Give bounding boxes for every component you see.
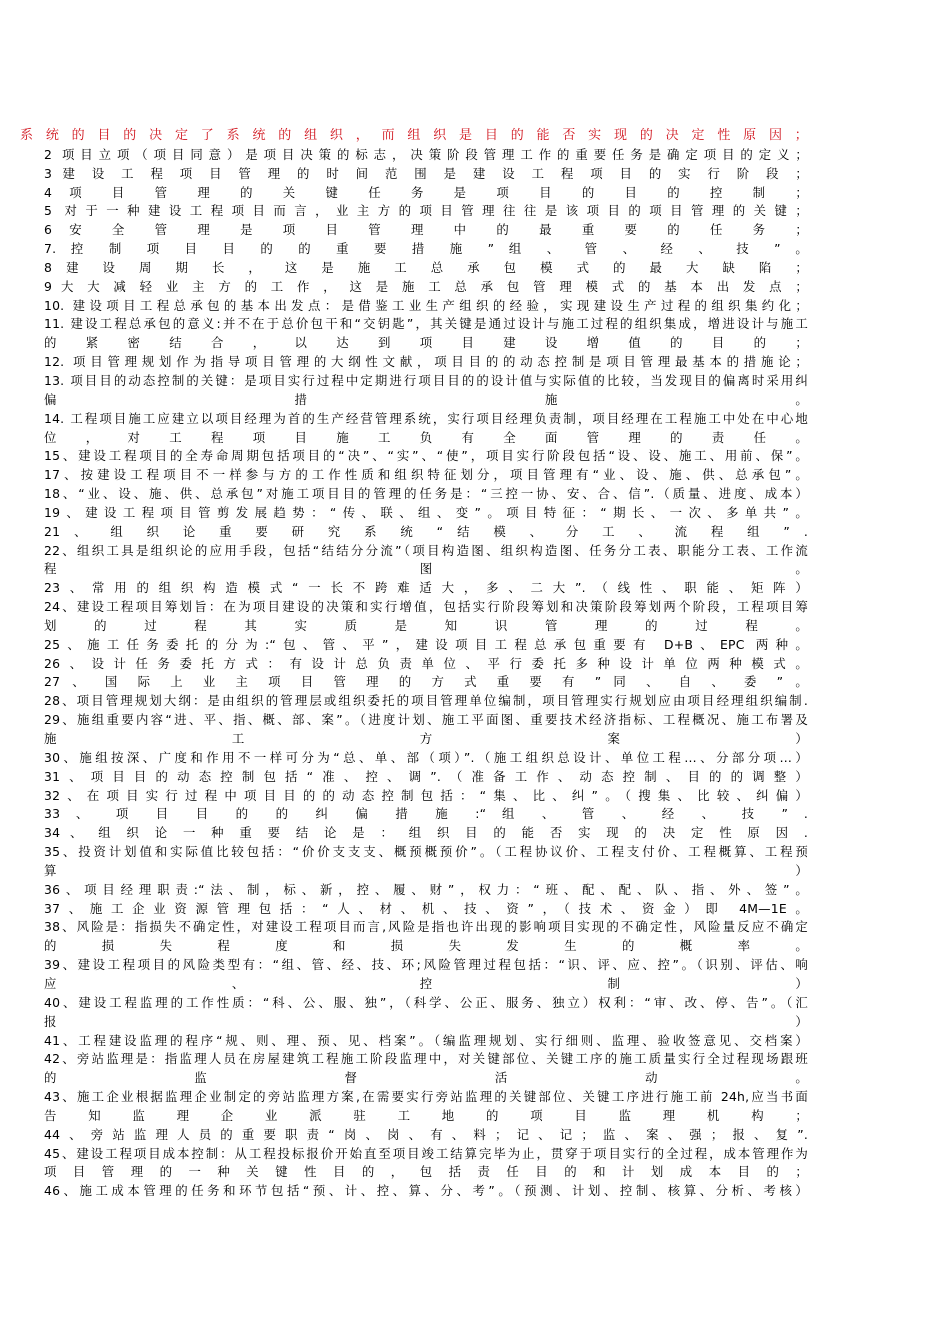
text-line: 偏 措 施 。 bbox=[44, 391, 808, 407]
text-line: 应 、 控 制 ） bbox=[44, 975, 808, 991]
text-line: 28、项目管理规划大纲：是由组织的管理层或组织委托的项目管理单位编制，项目管理实行规划应由项目经理组织编制. bbox=[44, 693, 808, 709]
text-line: 6 安 全 管 理 是 项 目 管 理 中 的 最 重 要 的 任 务 ； bbox=[44, 222, 808, 238]
text-line: 施 工 方 案 ） bbox=[44, 731, 808, 746]
text-line: 35、投资计划值和实际值比较包括：“价价支支支、概预概预价”。（工程协议价、工程支付价、工程概算、工程预 bbox=[44, 844, 808, 860]
text-line: 29、施组重要内容“进、平、指、概、部、案”。（进度计划、施工平面图、重要技术经济指标、工程概况、施工布署及 bbox=[44, 712, 808, 728]
text-line: 41、工程建设监理的程序“规、则、理、预、见、档案”。（编监理规划、实行细则、监理、验收签意见、交档案） bbox=[44, 1032, 808, 1048]
text-line: 44、旁站监理人员的重要职责“岗、岗、有、料；记、记；监、案、强；报、复”. bbox=[44, 1126, 808, 1142]
text-line: 5 对于一种建设工程项目而言，业主方的项目管理往往是该项目的项目管理的关键； bbox=[44, 203, 808, 219]
text-line: 21 、 组 织 论 重 要 研 究 系 统 “ 结 模 、 分 工 、 流 程 组 ” . bbox=[44, 523, 808, 539]
text-line: 46、施工成本管理的任务和环节包括“预、计、控、算、分、考”。（预测、计划、控制、核算、分析、考核） bbox=[44, 1183, 808, 1199]
text-line: 27 、 国 际 上 业 主 项 目 管 理 的 方 式 重 要 有 ” 同 、 自 、 委 ” 。 bbox=[44, 674, 808, 690]
text-line: 算 ） bbox=[44, 862, 808, 878]
text-line: 26、设计任务委托方式：有设计总负责单位、平行委托多种设计单位两种模式。 bbox=[44, 655, 808, 671]
text-line: 的 损 失 程 度 和 损 失 发 生 的 概 率 。 bbox=[44, 938, 808, 954]
text-line: 39、建设工程项目的风险类型有：“组、管、经、技、环;风险管理过程包括：“识、评、应、控”。（识别、评估、响 bbox=[44, 957, 808, 973]
text-line: 15、建设工程项目的全寿命周期包括项目的“决”、“实”、“使”，项目实行阶段包括“设、设、施工、用前、保”。 bbox=[44, 448, 808, 464]
text-line: 30、施组按深、广度和作用不一样可分为“总、单、部（项）”.（施工组织总设计、单位工程…、分部分项…） bbox=[44, 749, 808, 765]
text-line: 项 目 管 理 的 一 种 关 键 性 目 的 ， 包 括 责 任 目 的 和 计 划 成 本 目 的 ； bbox=[44, 1164, 808, 1180]
text-line: 31、项目目的动态控制包括“准、控、调”.（准备工作、动态控制、目的的调整） bbox=[44, 768, 808, 784]
text-line: 32、在项目实行过程中项目目的的动态控制包括：“集、比、纠”。（搜集、比较、纠偏） bbox=[44, 787, 808, 803]
text-line: 7. 控 制 项 目 目 的 的 重 要 措 施 ” 组 、 管 、 经 、 技 ” 。 bbox=[44, 241, 808, 257]
text-line: 13. 项目目的动态控制的关键：是项目实行过程中定期进行项目目的的设计值与实际值的比较，当发现目的偏离时采用纠 bbox=[44, 372, 808, 388]
text-line: 22、组织工具是组织论的应用手段，包括“结结分分流”（项目构造图、组织构造图、任务分工表、职能分工表、工作流 bbox=[44, 542, 808, 558]
text-line: 10. 建设项目工程总承包的基本出发点：是借鉴工业生产组织的经验，实现建设生产过程的组织集约化； bbox=[44, 297, 808, 313]
text-line: 4 项 目 管 理 的 关 键 任 务 是 项 目 的 目 的 控 制 ； bbox=[44, 184, 808, 200]
text-line: 37、施工企业资源管理包括：“人、材、机、技、资”，（技术、资金）即 4M—1E。 bbox=[44, 900, 808, 916]
text-line: 18、“业、设、施、供、总承包”对施工项目目的管理的任务是：“三控一协、安、合、信”.（质量、进度、成本） bbox=[44, 486, 808, 502]
text-line: 25、施工任务委托的分为:“包、管、平”，建设项目工程总承包重要有 D+B、EPC 两种。 bbox=[44, 636, 808, 652]
text-line: 3 建 设 工 程 项 目 管 理 的 时 间 范 围 是 建 设 工 程 项 目 的 实 行 阶 段 ； bbox=[44, 165, 808, 181]
text-line: 11. 建设工程总承包的意义:并不在于总价包干和“交钥匙”，其关键是通过设计与施工过程的组织集成，增进设计与施工 bbox=[44, 316, 808, 332]
text-line: 的 紧 密 结 合 ， 以 达 到 项 目 建 设 增 值 的 目 的 ； bbox=[44, 335, 808, 351]
text-line: 划 的 过 程 其 实 质 是 知 识 管 理 的 过 程 。 bbox=[44, 617, 808, 633]
text-line: 的 监 督 活 动 。 bbox=[44, 1070, 808, 1086]
text-line: 45、建设工程项目成本控制：从工程投标报价开始直至项目竣工结算完毕为止，贯穿于项目实行的全过程，成本管理作为 bbox=[44, 1145, 808, 1161]
document-body bbox=[20, 127, 808, 1201]
text-line: 8 建 设 周 期 长 ， 这 是 施 工 总 承 包 模 式 的 最 大 缺 陷 ； bbox=[44, 259, 808, 275]
text-line: 17、按建设工程项目不一样参与方的工作性质和组织特征划分，项目管理有“业、设、施、供、总承包”。 bbox=[44, 467, 808, 483]
text-line: 43、施工企业根据监理企业制定的旁站监理方案,在需要实行旁站监理的关键部位、关键工序进行施工前 24h,应当书面 bbox=[44, 1089, 808, 1105]
text-line: 42、旁站监理是：指监理人员在房屋建筑工程施工阶段监理中，对关键部位、关键工序的施工质量实行全过程现场跟班 bbox=[44, 1051, 808, 1067]
text-line: 40、建设工程监理的工作性质：“科、公、服、独”，（科学、公正、服务、独立）权利：“审、改、停、告”。（汇 bbox=[44, 994, 808, 1010]
text-line: 程 图 。 bbox=[44, 561, 808, 577]
text-line: 19、建设工程项目管剪发展趋势：“传、联、组、变”。项目特征：“期长、一次、多单共”。 bbox=[44, 504, 808, 520]
text-line: 34 、 组 织 论 一 种 重 要 结 论 是 ： 组 织 目 的 能 否 实 现 的 决 定 性 原 因 . bbox=[44, 825, 808, 841]
text-line: 12. 项目管理规划作为指导项目管理的大纲性文献，项目目的的动态控制是项目管理最基本的措施论； bbox=[44, 354, 808, 370]
text-line: 9 大 大 减 轻 业 主 方 的 工 作 ， 这 是 施 工 总 承 包 管 理 模 式 的 基 本 出 发 点 ； bbox=[44, 278, 808, 294]
text-line: 38、风险是：指损失不确定性，对建设工程项目而言,风险是指也许出现的影响项目实现的不确定性，风险量反应不确定 bbox=[44, 919, 808, 935]
text-line: 2 项目立项（项目同意）是项目决策的标志，决策阶段管理工作的重要任务是确定项目的定义； bbox=[44, 146, 808, 162]
text-line: 33 、 项 目 目 的 的 纠 偏 措 施 :“ 组 、 管 、 经 、 技 ” . bbox=[44, 806, 808, 822]
text-line: 告 知 监 理 企 业 派 驻 工 地 的 项 目 监 理 机 构 ； bbox=[44, 1107, 808, 1123]
heading-line: 系 统 的 目 的 决 定 了 系 统 的 组 织 ， 而 组 织 是 目 的 能 否 实 现 的 决 定 性 原 因 ； bbox=[20, 128, 808, 143]
text-line: 位 ， 对 工 程 项 目 施 工 负 有 全 面 管 理 的 责 任 。 bbox=[44, 429, 808, 445]
text-line: 36、项目经理职责:“法、制，标、新，控、履、财”，权力：“班、配、配、队、指、外、签”。 bbox=[44, 881, 808, 897]
text-line: 23、常用的组织构造模式“一长不跨难适大，多、二大”.（线性、职能、矩阵） bbox=[44, 580, 808, 596]
text-line: 24、建设工程项目筹划旨：在为项目建设的决策和实行增值，包括实行阶段筹划和决策阶段筹划两个阶段，工程项目筹 bbox=[44, 599, 808, 615]
text-line: 14. 工程项目施工应建立以项目经理为首的生产经营管理系统，实行项目经理负责制，项目经理在工程施工中处在中心地 bbox=[44, 410, 808, 426]
text-line: 报 ） bbox=[44, 1013, 808, 1029]
